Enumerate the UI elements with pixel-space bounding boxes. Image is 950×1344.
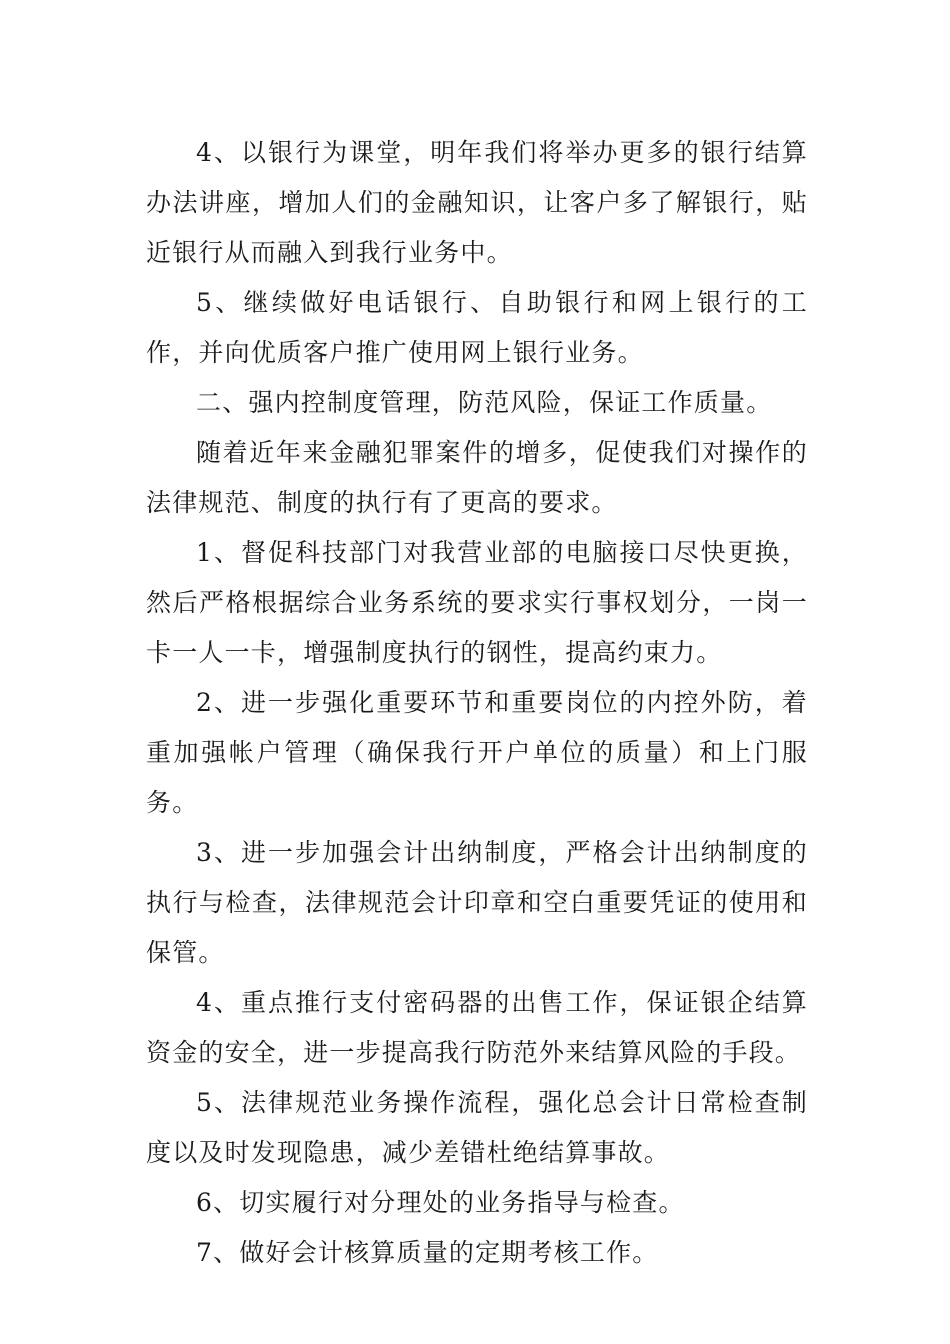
paragraph-item-3-cashier-system: 3、进一步加强会计出纳制度，严格会计出纳制度的执行与检查，法律规范会计印章和空白重要凭证的使用和保管。 — [146, 838, 808, 967]
document-body — [146, 128, 808, 1278]
paragraph-item-6-branch-guidance: 6、切实履行对分理处的业务指导与检查。 — [196, 1188, 685, 1217]
paragraph-item-4-settlement-lectures: 4、以银行为课堂，明年我们将举办更多的银行结算办法讲座，增加人们的金融知识，让客户多了解银行，贴近银行从而融入到我行业务中。 — [146, 138, 808, 267]
paragraph-item-7-quality-assessment: 7、做好会计核算质量的定期考核工作。 — [196, 1238, 659, 1267]
paragraph-financial-crime-context: 随着近年来金融犯罪案件的增多，促使我们对操作的法律规范、制度的执行有了更高的要求。 — [146, 438, 808, 517]
paragraph-item-2-key-positions: 2、进一步强化重要环节和重要岗位的内控外防，着重加强帐户管理（确保我行开户单位的质量）和上门服务。 — [146, 688, 808, 817]
section-heading-internal-control: 二、强内控制度管理，防范风险，保证工作质量。 — [196, 388, 773, 417]
paragraph-item-5-operation-process: 5、法律规范业务操作流程，强化总会计日常检查制度以及时发现隐患，减少差错杜绝结算事故。 — [146, 1088, 808, 1167]
paragraph-item-5-electronic-banking: 5、继续做好电话银行、自助银行和网上银行的工作，并向优质客户推广使用网上银行业务。 — [146, 288, 808, 367]
paragraph-item-1-interface-replacement: 1、督促科技部门对我营业部的电脑接口尽快更换，然后严格根据综合业务系统的要求实行事权划分，一岗一卡一人一卡，增强制度执行的钢性，提高约束力。 — [146, 538, 808, 667]
paragraph-item-4-payment-password: 4、重点推行支付密码器的出售工作，保证银企结算资金的安全，进一步提高我行防范外来结算风险的手段。 — [146, 988, 808, 1067]
